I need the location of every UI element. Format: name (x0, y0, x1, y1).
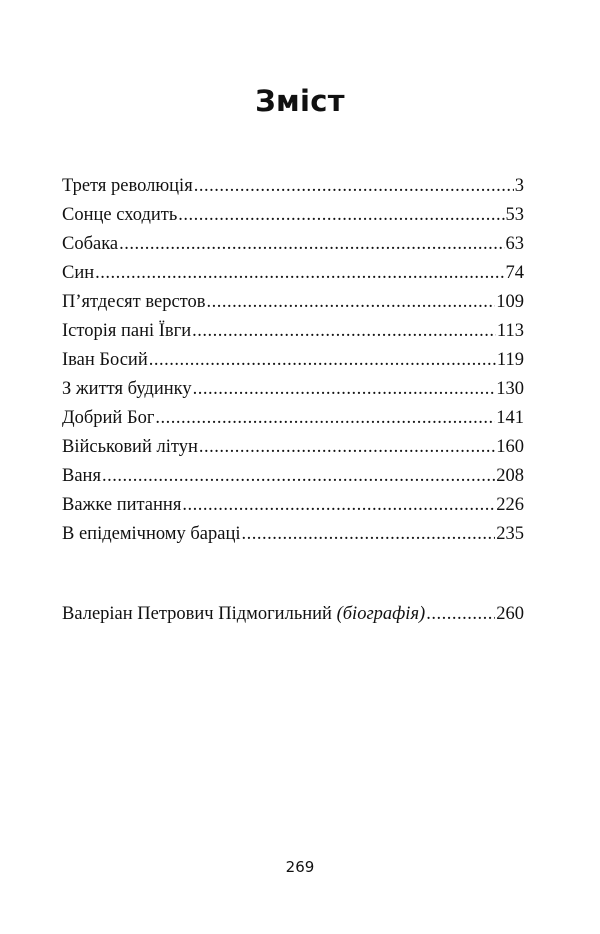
toc-entry-page: 3 (514, 176, 524, 196)
toc-entry (62, 375, 524, 404)
dot-leader (102, 462, 495, 491)
toc-entry (62, 433, 524, 462)
toc-entry (62, 520, 524, 549)
toc-entry-page: 130 (496, 379, 524, 399)
toc-entry-title: Третя революція (62, 176, 193, 196)
toc-entry (62, 201, 524, 230)
toc-entry-page: 226 (496, 495, 524, 515)
dot-leader (193, 375, 496, 404)
toc-entry-biography (62, 600, 524, 629)
toc-entry-title: Історія пані Ївги (62, 321, 192, 341)
toc-entry (62, 491, 524, 520)
page-number: 269 (285, 858, 315, 876)
toc-entry-title: З життя будинку (62, 379, 192, 399)
toc-entry-page: 53 (505, 205, 524, 225)
toc-entry-title (62, 600, 425, 629)
toc-entry-title: Добрий Бог (62, 408, 155, 428)
toc-entry-page: 63 (505, 234, 524, 254)
toc-entry-title: Ваня (62, 466, 101, 486)
toc-entry-title: Іван Босий (62, 350, 148, 370)
page-title: Зміст (255, 84, 345, 118)
toc-entry (62, 230, 524, 259)
dot-leader (242, 520, 496, 549)
toc-entry-page: 74 (505, 263, 524, 283)
toc-entry (62, 172, 524, 201)
dot-leader (155, 404, 495, 433)
dot-leader (199, 433, 495, 462)
toc-entry (62, 288, 524, 317)
toc-entry-title: П’ятдесят верстов (62, 292, 206, 312)
toc-entry-page: 160 (496, 437, 524, 457)
dot-leader (178, 201, 504, 230)
dot-leader (192, 317, 496, 346)
toc-entry-page: 260 (496, 604, 524, 624)
toc-entry-title: Сонце сходить (62, 205, 178, 225)
toc-entry (62, 346, 524, 375)
dot-leader (182, 491, 495, 520)
toc-entry-page: 141 (496, 408, 524, 428)
toc-entry-page: 235 (496, 524, 524, 544)
dot-leader (149, 346, 496, 375)
biography-note: (біографія) (336, 604, 426, 624)
toc-entry-page: 113 (496, 321, 524, 341)
table-of-contents (62, 172, 524, 549)
biography-name: Валеріан Петрович Підмогильний (62, 604, 332, 624)
toc-entry-title: Син (62, 263, 95, 283)
dot-leader (194, 172, 514, 201)
dot-leader (426, 600, 495, 629)
toc-entry-title: Собака (62, 234, 119, 254)
toc-entry-page: 119 (496, 350, 524, 370)
toc-entry-title: Важке питання (62, 495, 182, 515)
toc-entry-title: В епідемічному бараці (62, 524, 241, 544)
toc-entry-title: Військовий літун (62, 437, 198, 457)
toc-entry-page: 208 (496, 466, 524, 486)
toc-entry (62, 317, 524, 346)
toc-entry-page: 109 (496, 292, 524, 312)
dot-leader (95, 259, 504, 288)
toc-entry (62, 462, 524, 491)
dot-leader (207, 288, 496, 317)
toc-entry (62, 404, 524, 433)
toc-entry (62, 259, 524, 288)
dot-leader (119, 230, 504, 259)
